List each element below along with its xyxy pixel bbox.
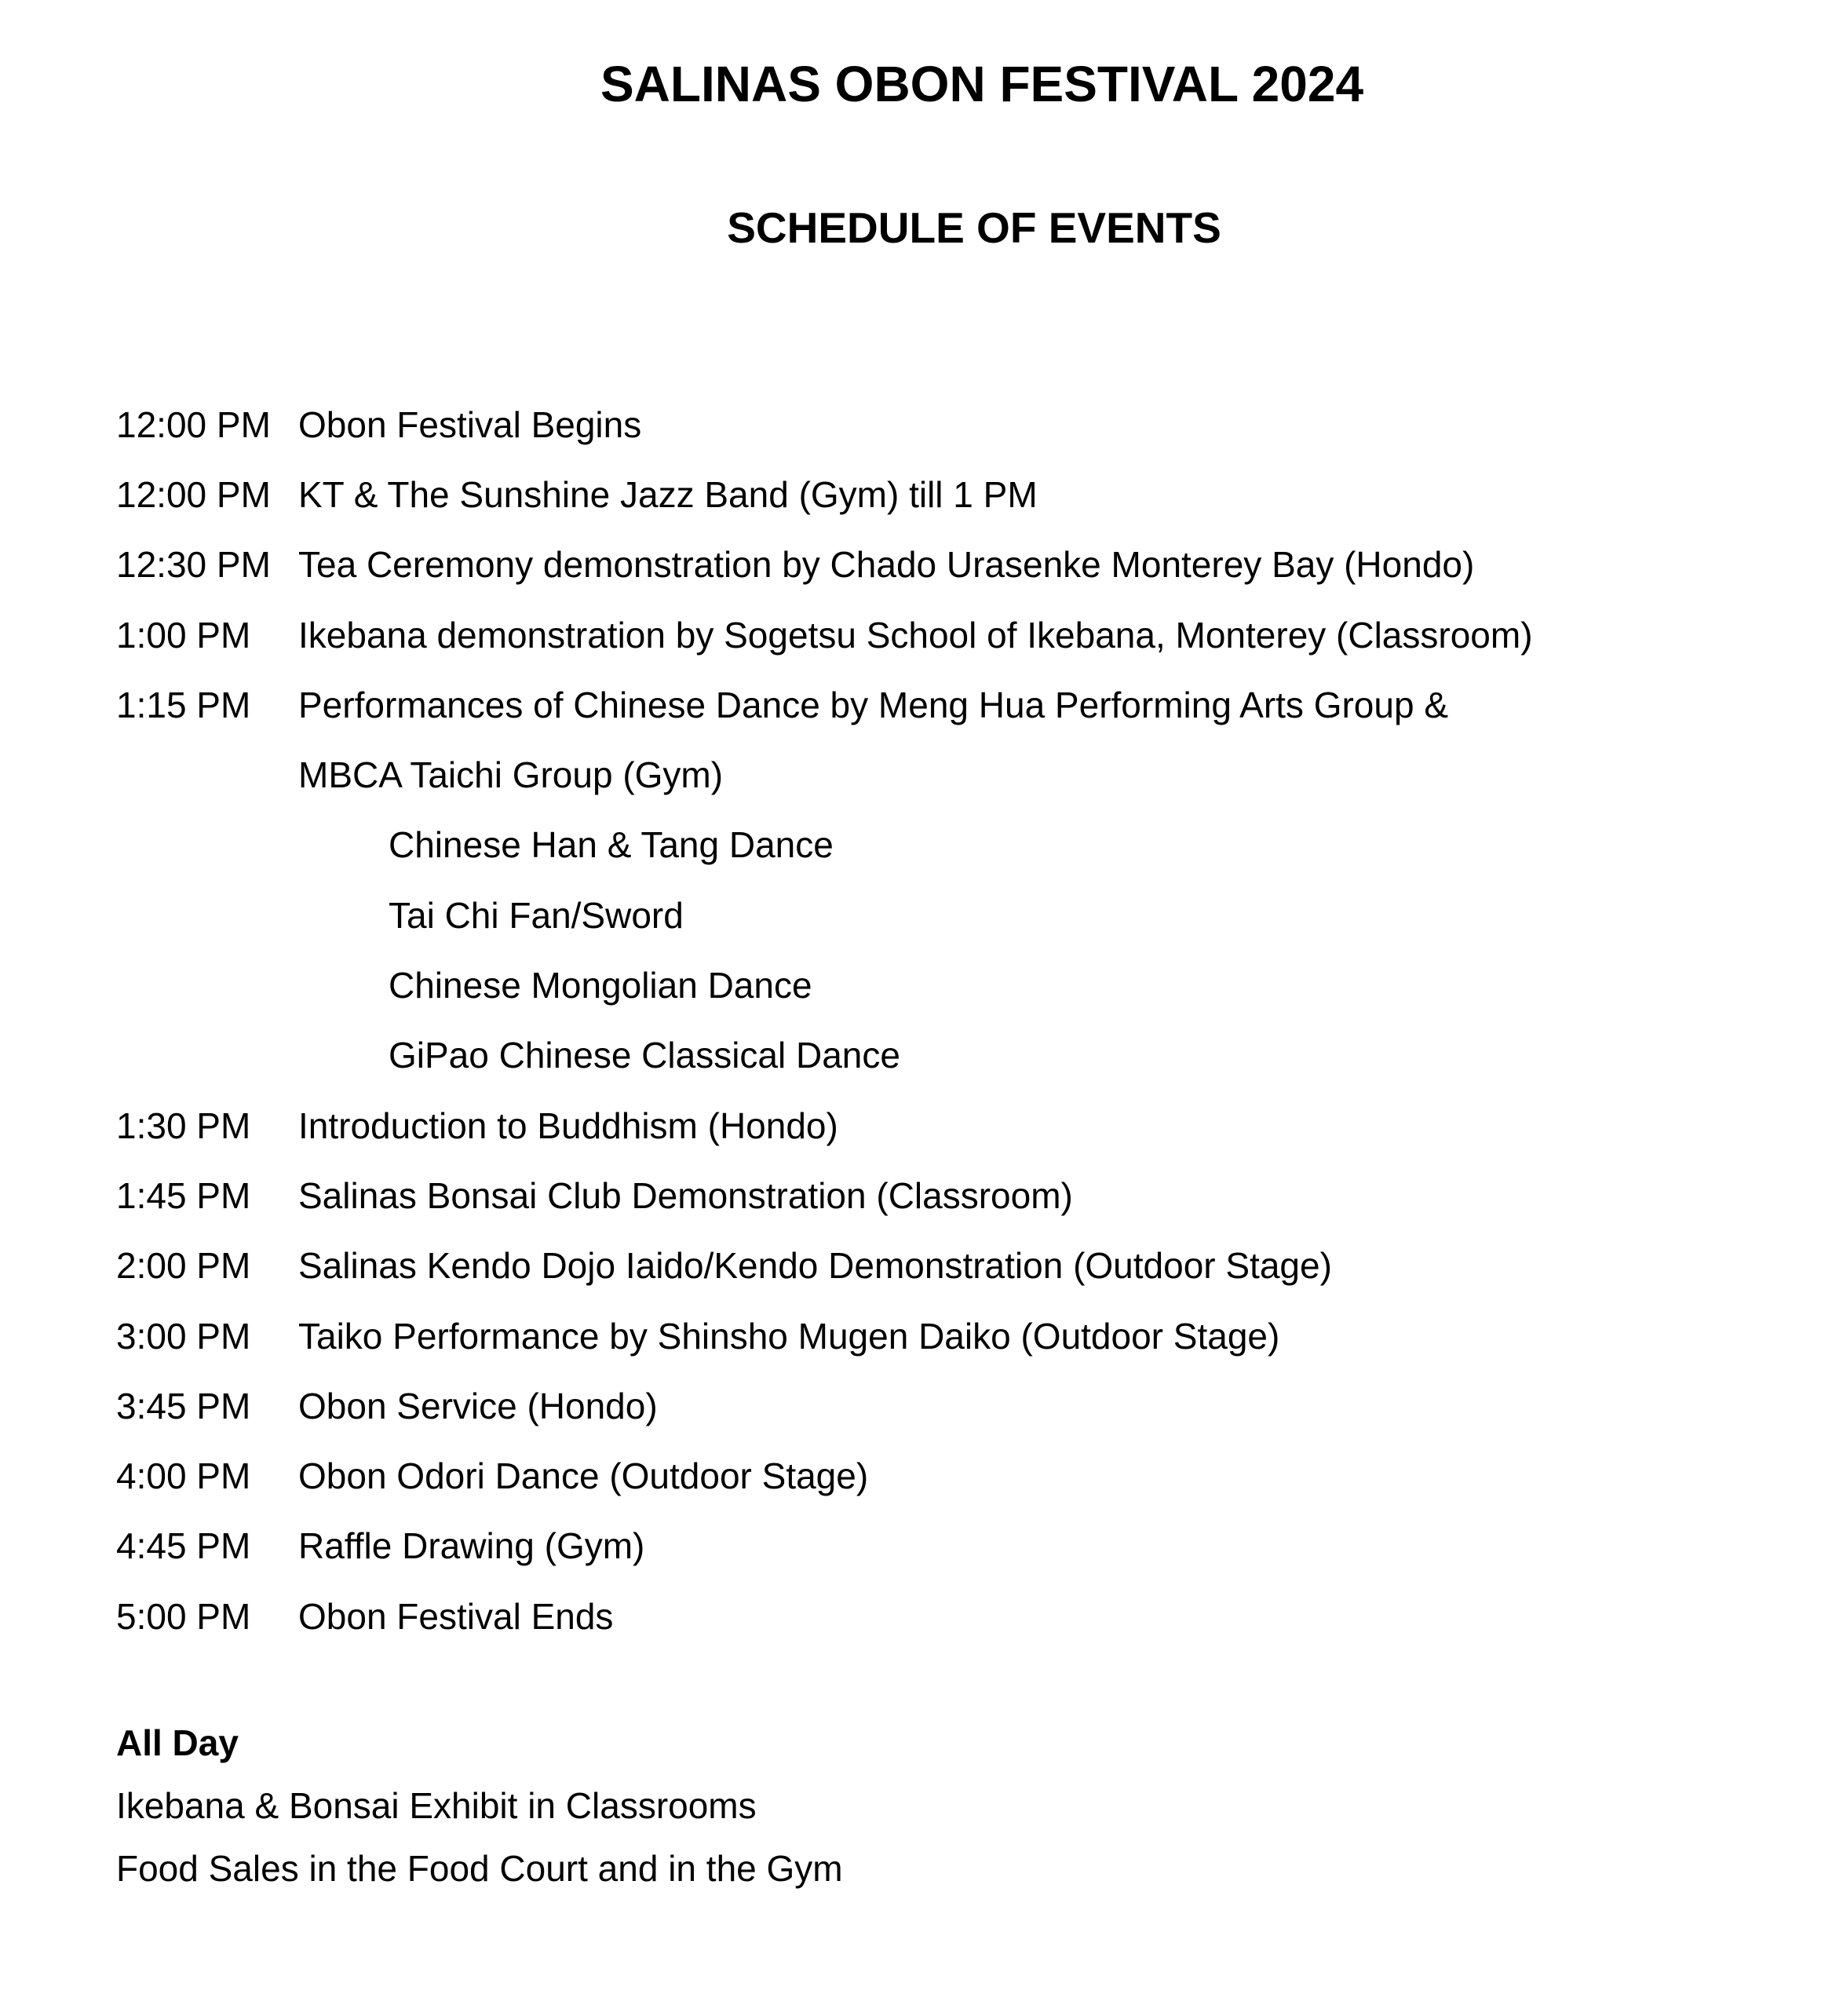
event-time: 1:45 PM <box>116 1174 251 1216</box>
event-time: 1:00 PM <box>116 614 251 656</box>
event-description: Raffle Drawing (Gym) <box>298 1525 645 1567</box>
schedule-row <box>116 1231 1765 1301</box>
sub-performance: Chinese Mongolian Dance <box>389 965 812 1006</box>
schedule-subitem <box>116 1021 1765 1090</box>
event-description: Introduction to Buddhism (Hondo) <box>298 1105 838 1146</box>
sub-performance: Chinese Han & Tang Dance <box>389 824 834 866</box>
schedule-row <box>116 1441 1765 1510</box>
schedule-row <box>116 1511 1765 1581</box>
event-time: 5:00 PM <box>116 1595 251 1637</box>
document-subtitle: SCHEDULE OF EVENTS <box>727 203 1221 252</box>
schedule-row <box>116 459 1765 529</box>
event-description: Obon Festival Ends <box>298 1595 614 1637</box>
event-description: Salinas Bonsai Club Demonstration (Classroom) <box>298 1174 1073 1216</box>
event-description: Salinas Kendo Dojo Iaido/Kendo Demonstration (Outdoor Stage) <box>298 1245 1332 1287</box>
sub-performance: Tai Chi Fan/Sword <box>389 894 684 936</box>
schedule-row <box>116 600 1765 670</box>
event-description: Ikebana demonstration by Sogetsu School of Ikebana, Monterey (Classroom) <box>298 614 1533 656</box>
schedule-subitem <box>116 810 1765 880</box>
event-description: Obon Odori Dance (Outdoor Stage) <box>298 1455 869 1497</box>
document-title: SALINAS OBON FESTIVAL 2024 <box>600 56 1364 112</box>
event-time: 12:00 PM <box>116 473 271 515</box>
schedule-row <box>116 1581 1765 1651</box>
schedule-row <box>116 389 1765 459</box>
sub-performance: GiPao Chinese Classical Dance <box>389 1035 900 1076</box>
schedule-list <box>116 389 1765 1651</box>
schedule-row <box>116 670 1765 740</box>
schedule-subitem <box>116 950 1765 1020</box>
event-description: Obon Service (Hondo) <box>298 1385 658 1426</box>
event-time: 12:30 PM <box>116 544 271 586</box>
event-description: Obon Festival Begins <box>298 404 642 445</box>
event-time: 3:00 PM <box>116 1315 251 1357</box>
all-day-section <box>116 1711 1765 1900</box>
event-time: 1:30 PM <box>116 1105 251 1146</box>
event-description: Tea Ceremony demonstration by Chado Urasenke Monterey Bay (Hondo) <box>298 544 1475 586</box>
event-description: Performances of Chinese Dance by Meng Hua Performing Arts Group & <box>298 684 1449 725</box>
all-day-item: Food Sales in the Food Court and in the Gym <box>116 1848 843 1889</box>
all-day-heading: All Day <box>116 1722 239 1763</box>
event-time: 2:00 PM <box>116 1245 251 1287</box>
schedule-row <box>116 1090 1765 1160</box>
schedule-row <box>116 1371 1765 1441</box>
schedule-row-continuation <box>116 740 1765 809</box>
event-description: MBCA Taichi Group (Gym) <box>298 754 724 796</box>
event-time: 3:45 PM <box>116 1385 251 1426</box>
event-time: 4:00 PM <box>116 1455 251 1497</box>
event-time: 12:00 PM <box>116 404 271 445</box>
schedule-row <box>116 530 1765 600</box>
all-day-item: Ikebana & Bonsai Exhibit in Classrooms <box>116 1785 757 1826</box>
event-description: Taiko Performance by Shinsho Mugen Daiko (Outdoor Stage) <box>298 1315 1280 1357</box>
event-description: KT & The Sunshine Jazz Band (Gym) till 1 PM <box>298 473 1038 515</box>
event-time: 4:45 PM <box>116 1525 251 1567</box>
schedule-row <box>116 1301 1765 1371</box>
schedule-row <box>116 1160 1765 1230</box>
event-time: 1:15 PM <box>116 684 251 725</box>
schedule-subitem <box>116 880 1765 950</box>
